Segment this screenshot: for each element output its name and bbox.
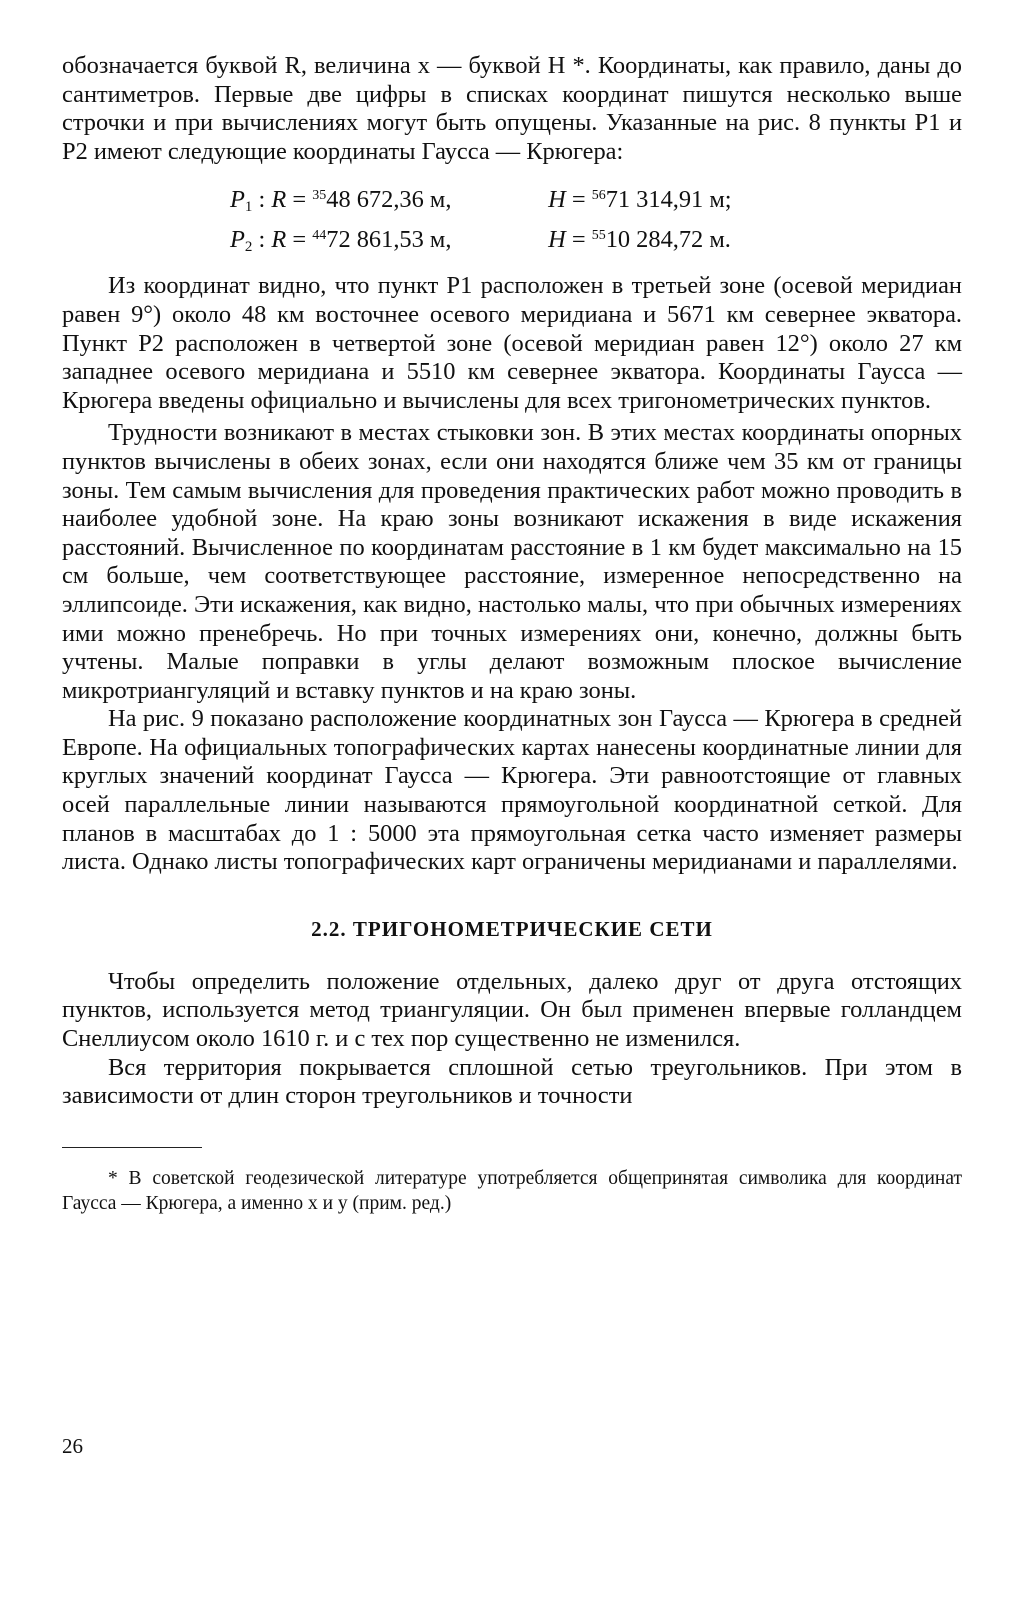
paragraph-5: Чтобы определить положение отдельных, далеко друг от друга отстоящих пунктов, используется метод триангуляции. Он был применен впервые голландцем Снеллиусом около 1610 г. и с тех пор существенно не изменился. bbox=[62, 967, 962, 1053]
p2-h-prefix: 55 bbox=[591, 228, 606, 244]
page-body bbox=[62, 52, 962, 1216]
p1-r-value: 48 672,36 м, bbox=[326, 186, 452, 214]
p1-h-prefix: 56 bbox=[591, 188, 606, 204]
coordinate-formulas bbox=[62, 180, 962, 260]
paragraph-4: На рис. 9 показано расположение координатных зон Гаусса — Крюгера в средней Европе. На официальных топографических картах нанесены координатные линии для круглых значений координат Гаусса — Крюгера. Эти равноотстоящие от главных осей параллельные линии называются прямоугольной координатной сеткой. Для планов в масштабах до 1 : 5000 эта прямоугольная сетка часто изменяет размеры листа. Однако листы топографических карт ограничены меридианами и параллелями. bbox=[62, 705, 962, 876]
paragraph-1: обозначается буквой R, величина x — буквой H *. Координаты, как правило, даны до сантиметров. Первые две цифры в списках координат пишутся несколько выше строчки и при вычислениях могут быть опущены. Указанные на рис. 8 пункты P1 и P2 имеют следующие координаты Гаусса — Крюгера: bbox=[62, 52, 962, 165]
footnote-divider bbox=[62, 1147, 202, 1148]
p2-r-prefix: 44 bbox=[312, 228, 327, 244]
formula-p2-r: $P_2$ : R = $^{44}$72 861,53 м, bbox=[230, 220, 542, 260]
paragraph-3: Трудности возникают в местах стыковки зон. В этих местах координаты опорных пунктов вычислены в обеих зонах, если они находятся ближе чем 35 км от границы зоны. Тем самым вычисления для проведения практических работ можно проводить в наиболее удобной зоне. На краю зоны возникают искажения в виде искажения расстояний. Вычисленное по координатам расстояние в 1 км будет максимально на 15 см больше, чем соответствующее расстояние, измеренное непосредственно на эллипсоиде. Эти искажения, как видно, настолько малы, что при обычных измерениях ими можно пренебречь. Но при точных измерениях они, конечно, должны быть учтены. Малые поправки в углы делают возможным плоское вычисление микротриангуляций и вставку пунктов и на краю зоны. bbox=[62, 419, 962, 704]
p2-r-value: 72 861,53 м, bbox=[326, 226, 452, 254]
paragraph-6: Вся территория покрывается сплошной сетью треугольников. При этом в зависимости от длин сторон треугольников и точности bbox=[62, 1053, 962, 1110]
formula-p1 bbox=[230, 180, 962, 220]
formula-p1-r: $P_1$ : R = $^{35}$48 672,36 м, bbox=[230, 180, 542, 220]
p1-r-prefix: 35 bbox=[312, 188, 327, 204]
formula-p1-h: H = $^{56}$71 314,91 м; bbox=[548, 180, 731, 220]
page-number: 26 bbox=[62, 1434, 83, 1458]
formula-p2-h: H = $^{55}$10 284,72 м. bbox=[548, 220, 731, 260]
p2-h-value: 10 284,72 м. bbox=[605, 226, 731, 254]
footnote: * В советской геодезической литературе употребляется общепринятая символика для координат Гаусса — Крюгера, а именно x и y (прим. ред.) bbox=[62, 1167, 962, 1214]
formula-p2 bbox=[230, 220, 962, 260]
section-heading: 2.2. ТРИГОНОМЕТРИЧЕСКИЕ СЕТИ bbox=[311, 916, 713, 941]
paragraph-2: Из координат видно, что пункт P1 расположен в третьей зоне (осевой меридиан равен 9°) около 48 км восточнее осевого меридиана и 5671 км севернее экватора. Пункт P2 расположен в четвертой зоне (осевой меридиан равен 12°) около 27 км западнее осевого меридиана и 5510 км севернее экватора. Координаты Гаусса — Крюгера введены официально и вычислены для всех тригонометрических пунктов. bbox=[62, 272, 962, 414]
p1-h-value: 71 314,91 м; bbox=[605, 186, 732, 214]
